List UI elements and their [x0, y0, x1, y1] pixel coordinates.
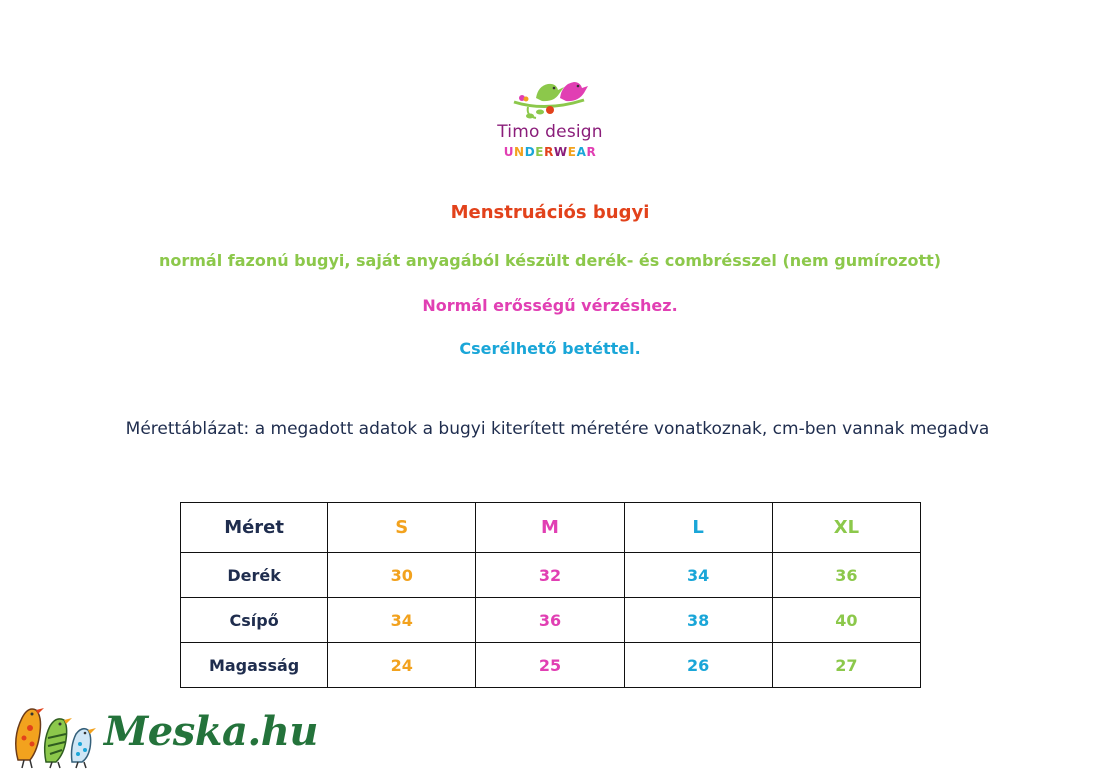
size-table: [180, 502, 921, 688]
table-cell: 34: [328, 598, 476, 643]
table-cell: 26: [624, 643, 772, 688]
table-cell: 36: [772, 553, 920, 598]
table-row: [181, 643, 921, 688]
brand-logo: [480, 74, 620, 170]
meska-wordmark: Meska.hu: [104, 708, 318, 755]
brand-name: Timo design: [497, 122, 603, 142]
brand-sub-letter: E: [535, 145, 545, 159]
size-header-l: L: [624, 503, 772, 553]
brand-subtitle: [480, 145, 620, 159]
brand-sub-letter: E: [567, 145, 577, 159]
size-header-m: M: [476, 503, 624, 553]
brand-sub-letter: A: [576, 145, 587, 159]
table-cell: 25: [476, 643, 624, 688]
size-header-xl: XL: [772, 503, 920, 553]
table-cell: 32: [476, 553, 624, 598]
table-row: [181, 553, 921, 598]
row-label-waist: Derék: [181, 553, 328, 598]
table-cell: 24: [328, 643, 476, 688]
brand-sub-letter: R: [544, 145, 554, 159]
meska-logo: [8, 698, 318, 770]
brand-sub-letter: W: [553, 145, 568, 159]
table-row: [181, 598, 921, 643]
product-title: Menstruációs bugyi: [450, 202, 650, 223]
two-birds-on-branch-icon: [506, 74, 596, 124]
size-header-s: S: [328, 503, 476, 553]
brand-sub-letter: R: [586, 145, 597, 159]
row-label-height: Magasság: [181, 643, 328, 688]
table-cell: 36: [476, 598, 624, 643]
table-cell: 30: [328, 553, 476, 598]
product-description: normál fazonú bugyi, saját anyagából készült derék- és combrésszel (nem gumírozott): [158, 251, 942, 270]
table-cell: 38: [624, 598, 772, 643]
size-header-label: Méret: [181, 503, 328, 553]
absorbency-note: Normál erősségű vérzéshez.: [422, 296, 678, 315]
brand-sub-letter: N: [514, 145, 525, 159]
row-label-hip: Csípő: [181, 598, 328, 643]
table-cell: 27: [772, 643, 920, 688]
size-chart-caption: Mérettáblázat: a megadott adatok a bugyi kiterített méretére vonatkoznak, cm-ben vannak megadva: [125, 419, 990, 439]
brand-sub-letter: U: [503, 145, 515, 159]
brand-sub-letter: D: [524, 145, 536, 159]
three-birds-logo-icon: [8, 698, 104, 770]
size-table-header-row: [181, 503, 921, 553]
table-cell: 34: [624, 553, 772, 598]
pad-note: Cserélhető betéttel.: [459, 339, 641, 358]
table-cell: 40: [772, 598, 920, 643]
